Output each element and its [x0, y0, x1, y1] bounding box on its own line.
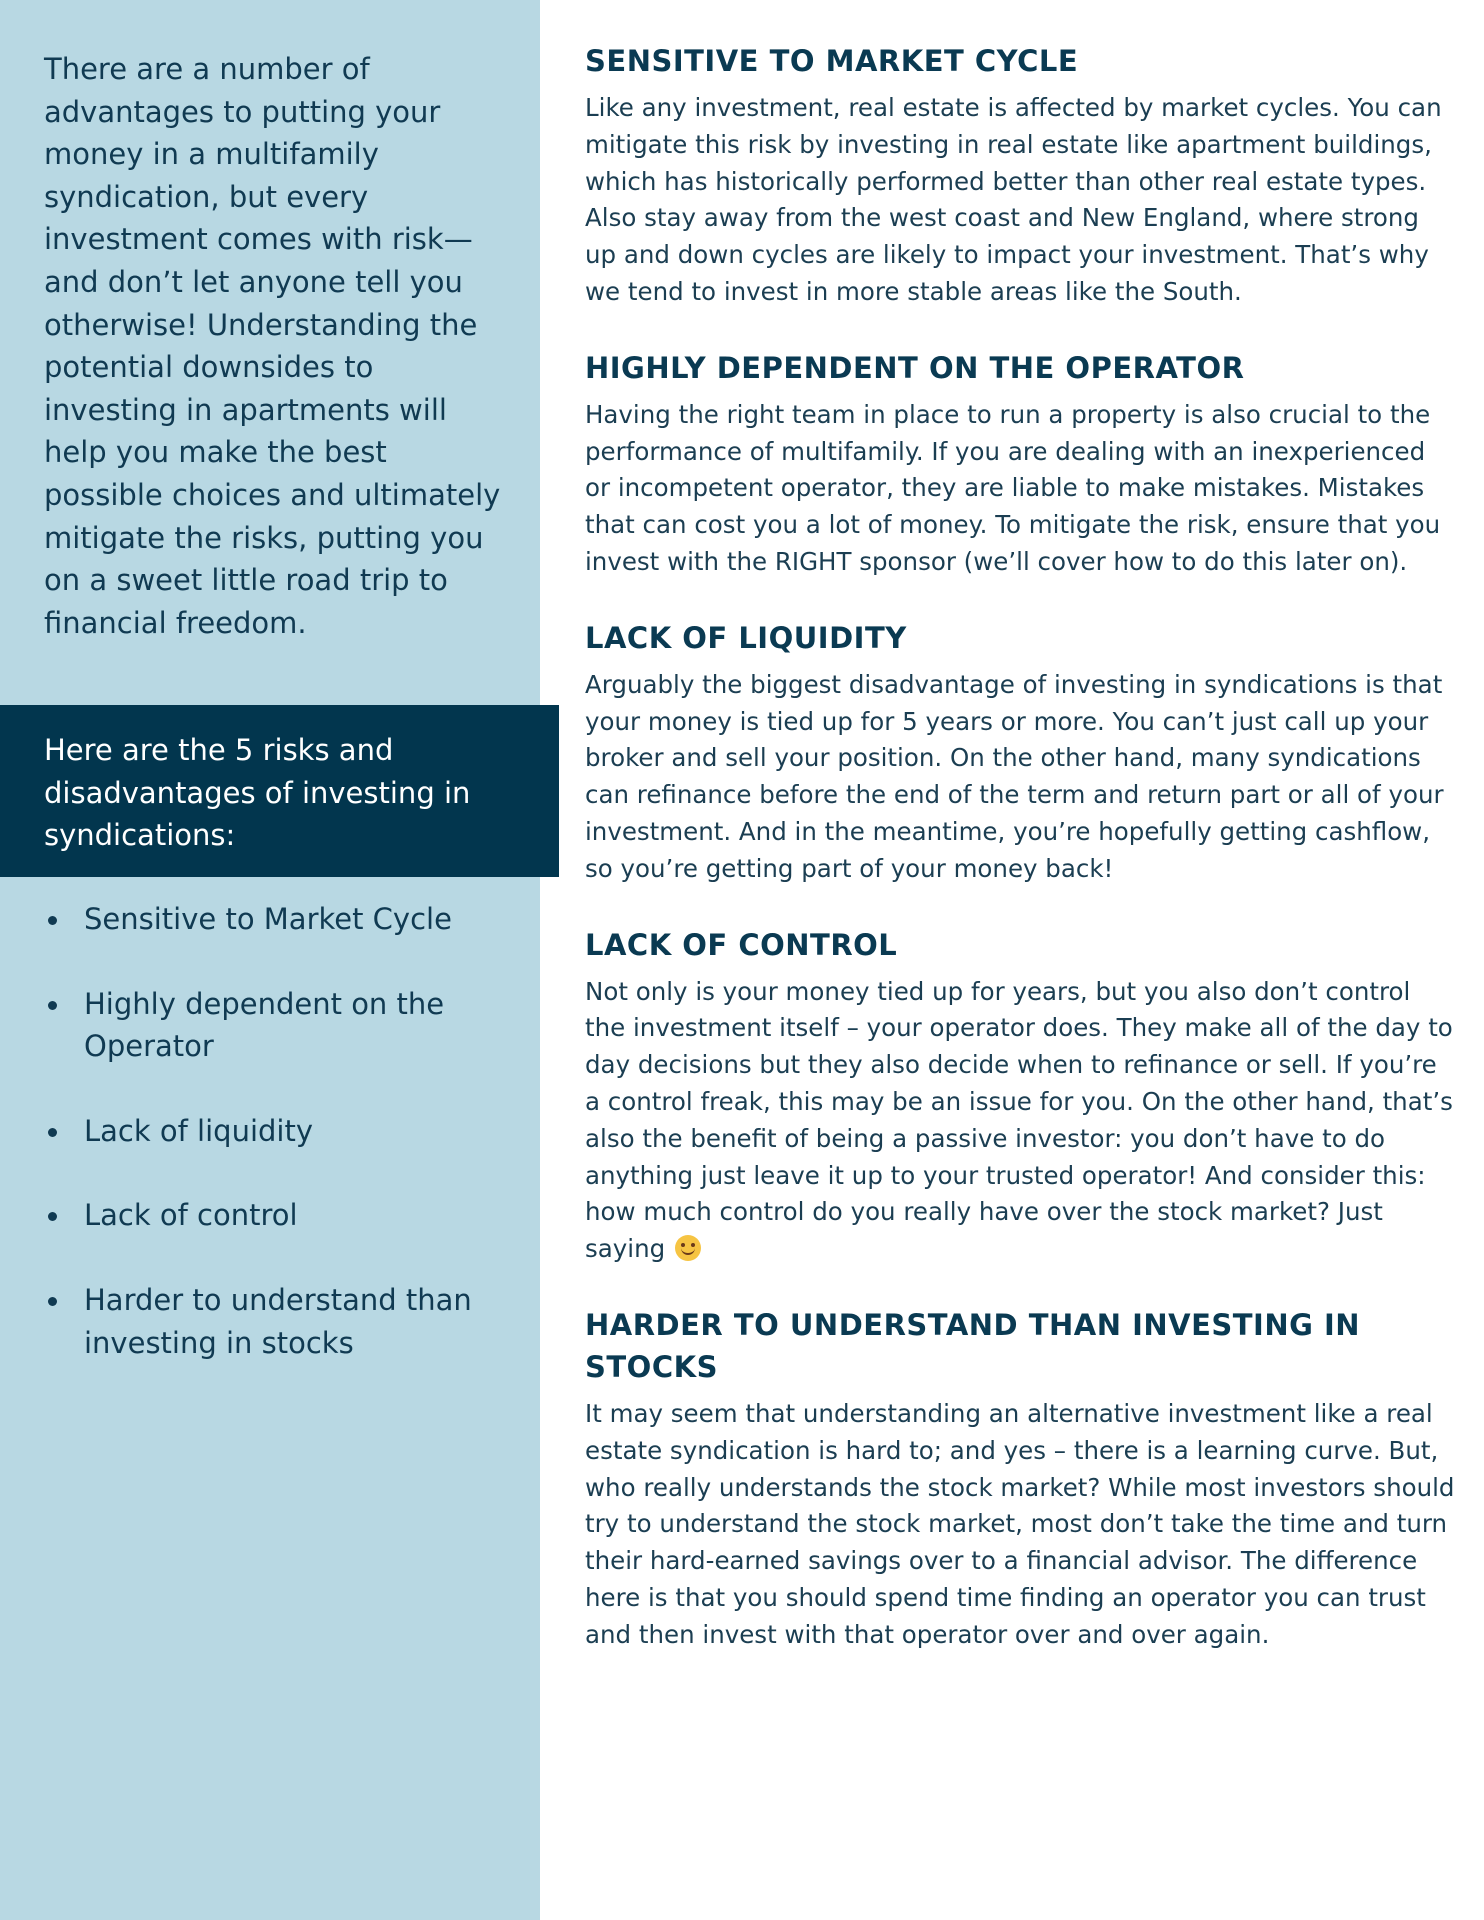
section-market-cycle — [585, 40, 1455, 311]
section-heading: HARDER TO UNDERSTAND THAN INVESTING IN STOCKS — [585, 1307, 1361, 1384]
section-liquidity — [585, 617, 1455, 888]
list-item — [44, 1279, 524, 1364]
section-heading: SENSITIVE TO MARKET CYCLE — [585, 44, 1079, 78]
risks-callout: Here are the 5 risks and disadvantages of investing in syndications: — [0, 705, 559, 877]
list-item — [44, 1110, 524, 1153]
bullet-icon — [48, 916, 57, 925]
list-item — [44, 1194, 524, 1237]
bullet-icon — [48, 1128, 57, 1137]
risk-label: Highly dependent on the Operator — [84, 986, 445, 1064]
section-body: Like any investment, real estate is affected by market cycles. You can mitigate this risk by investing in real estate like apartment buildings, which has historically performed better than other real estate types. Also stay away from the west coast and New England, where strong up and down cycles are likely to impact your investment. That’s why we tend to invest in more stable areas like the South. — [585, 93, 1442, 306]
list-item — [44, 983, 524, 1068]
bullet-icon — [48, 1212, 57, 1221]
section-understanding — [585, 1304, 1455, 1654]
bullet-icon — [48, 1001, 57, 1010]
section-heading: LACK OF CONTROL — [585, 927, 898, 962]
section-control — [585, 924, 1455, 1268]
sidebar — [0, 0, 540, 1920]
risk-label: Lack of control — [84, 1198, 298, 1233]
risk-label: Harder to understand than investing in stocks — [84, 1282, 472, 1360]
list-item — [44, 898, 524, 941]
bullet-icon — [48, 1297, 57, 1306]
section-body — [585, 974, 1455, 1268]
risk-label: Lack of liquidity — [84, 1113, 314, 1148]
main-content — [585, 40, 1455, 1690]
section-heading: LACK OF LIQUIDITY — [585, 620, 907, 655]
risk-label: Sensitive to Market Cycle — [84, 902, 452, 936]
section-body: It may seem that understanding an alternative investment like a real estate syndication is hard to; and yes – there is a learning curve. But, who really understands the stock market? While most investors should try to understand the stock market, most don’t take the time and turn their hard-earned savings over to a financial advisor. The difference here is that you should spend time finding an operator you can trust and then invest with that operator over and over again. — [585, 1398, 1455, 1649]
section-body-text: Not only is your money tied up for years, but you also don’t control the investment itself – your operator does. They make all of the day to day decisions but they also decide when to refinance or sell. If you’re a control freak, this may be an issue for you. On the other hand, that’s also the benefit of being a passive investor: you don’t have to do anything just leave it up to your trusted operator! And consider this: how much control do you really have over the stock market? Just saying — [585, 976, 1453, 1264]
risk-list — [44, 898, 524, 1406]
section-heading: HIGHLY DEPENDENT ON THE OPERATOR — [585, 350, 1245, 385]
intro-text: There are a number of advantages to putting your money in a multifamily syndication, but every investment comes with risk—and don’t let anyone tell you otherwise! Understanding the potential downsides to investing in apartments will help you make the best possible choices and ultimately mitigate the risks, putting you on a sweet little road trip to financial freedom. — [44, 52, 501, 640]
section-body: Arguably the biggest disadvantage of investing in syndications is that your money is tied up for 5 years or more. You can’t just call up your broker and sell your position. On the other hand, many syndications can refinance before the end of the term and return part or all of your investment. And in the meantime, you’re hopefully getting cashflow, so you’re getting part of your money back! — [585, 669, 1444, 883]
section-body: Having the right team in place to run a property is also crucial to the performance of multifamily. If you are dealing with an inexperienced or incompetent operator, they are liable to make mistakes. Mistakes that can cost you a lot of money. To mitigate the risk, ensure that you invest with the RIGHT sponsor (we’ll cover how to do this later on). — [585, 399, 1441, 576]
section-operator — [585, 347, 1455, 581]
smiling-face-icon — [675, 1235, 701, 1261]
